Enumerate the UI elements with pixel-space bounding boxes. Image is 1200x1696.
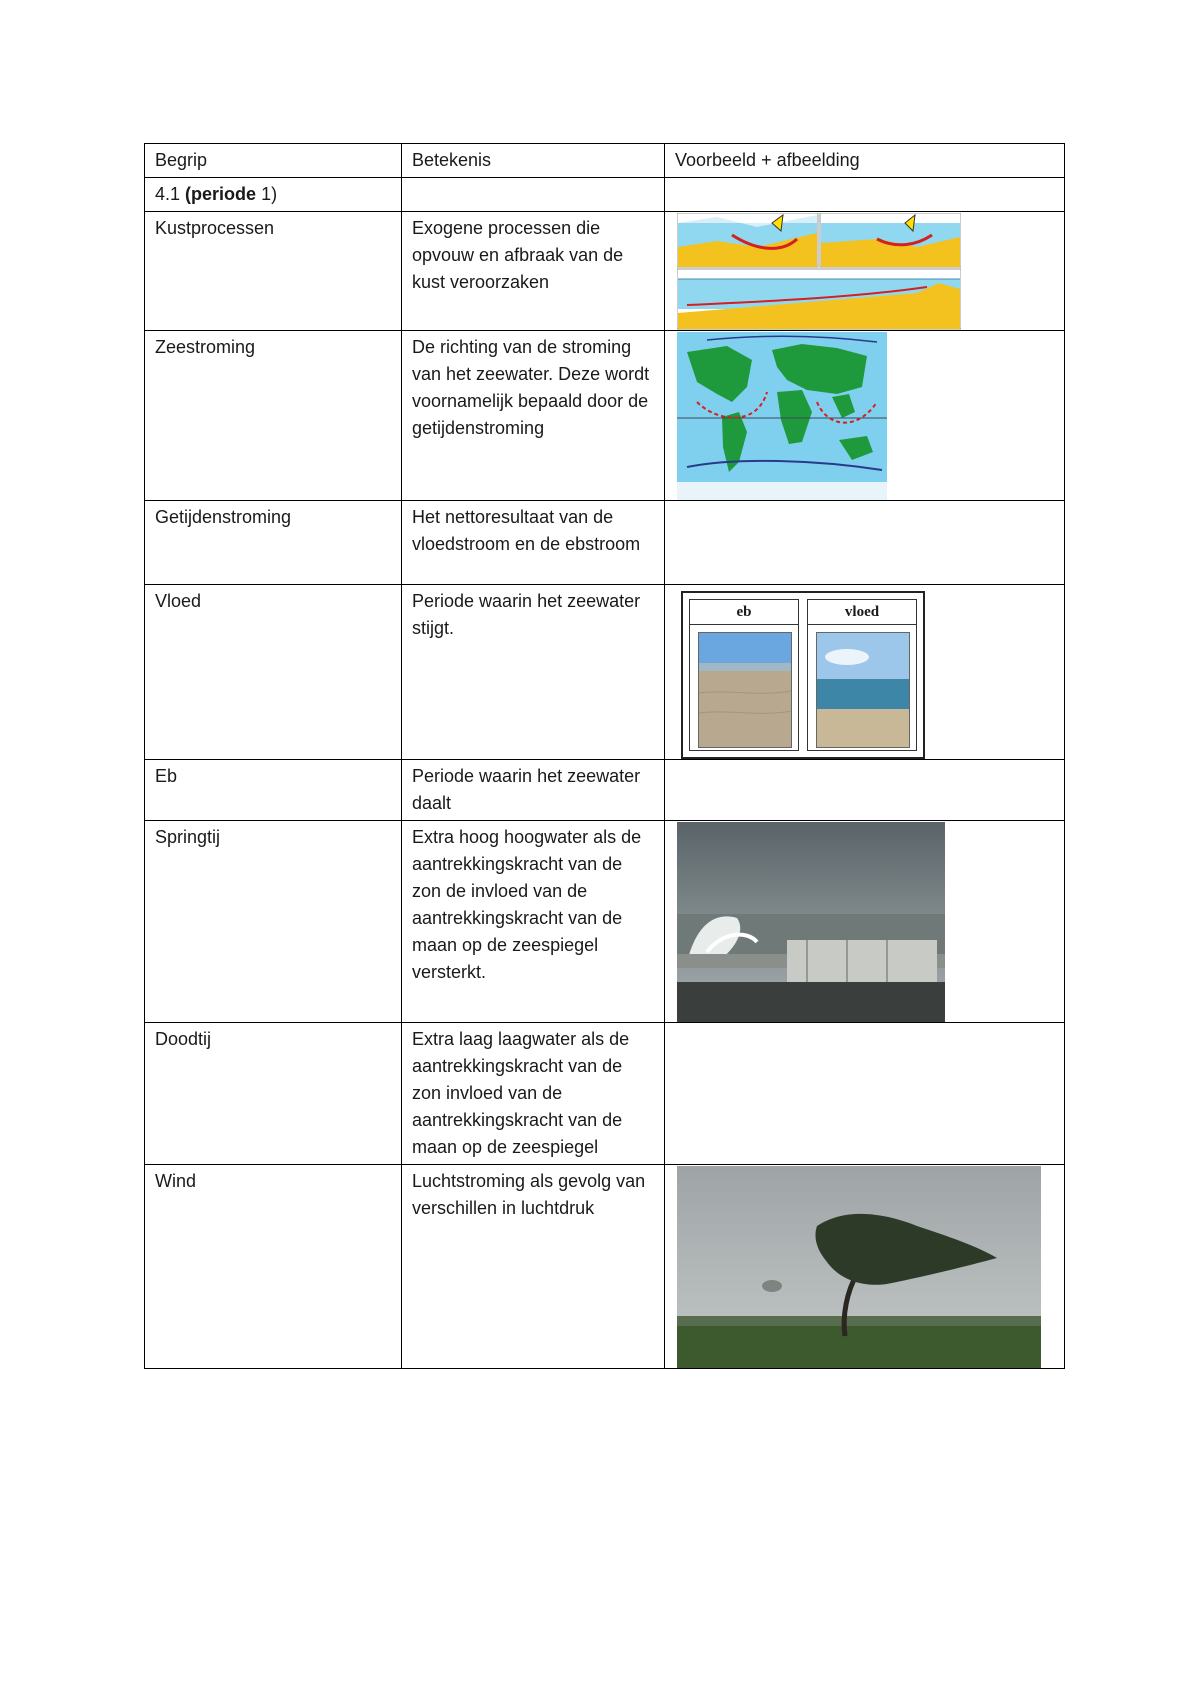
table-row	[145, 331, 1065, 501]
meaning-cell: Extra laag laagwater als de aantrekkingskracht van de zon invloed van de aantrekkingskracht van de maan op de zeespiegel	[402, 1023, 665, 1165]
term-cell: Getijdenstroming	[145, 501, 402, 585]
image-cell	[665, 821, 1065, 1023]
image-cell-empty	[665, 1023, 1065, 1165]
term-cell: Kustprocessen	[145, 212, 402, 331]
image-cell	[665, 585, 1065, 760]
storm-waves-photo	[677, 822, 945, 1022]
windswept-tree-photo	[677, 1166, 1041, 1368]
term-cell: Wind	[145, 1165, 402, 1369]
term-cell: Zeestroming	[145, 331, 402, 501]
term-cell: Eb	[145, 760, 402, 821]
table-row	[145, 1165, 1065, 1369]
term-cell: Doodtij	[145, 1023, 402, 1165]
eb-vloed-comparison	[681, 591, 925, 759]
table-row	[145, 1023, 1065, 1165]
meaning-cell: De richting van de stroming van het zeewater. Deze wordt voornamelijk bepaald door de getijdenstroming	[402, 331, 665, 501]
table-row	[145, 585, 1065, 760]
table-row	[145, 760, 1065, 821]
section-period-number: 1)	[261, 184, 278, 204]
vloed-panel	[807, 599, 917, 751]
ocean-currents-world-map	[677, 332, 887, 500]
image-cell	[665, 1165, 1065, 1369]
image-cell-empty	[665, 760, 1065, 821]
coastal-process-diagram	[677, 213, 961, 330]
image-cell-empty	[665, 501, 1065, 585]
header-row	[145, 144, 1065, 178]
meaning-cell: Periode waarin het zeewater stijgt.	[402, 585, 665, 760]
meaning-cell: Exogene processen die opvouw en afbraak van de kust veroorzaken	[402, 212, 665, 331]
section-title	[145, 178, 402, 212]
vloed-beach-photo	[816, 632, 910, 748]
meaning-cell: Extra hoog hoogwater als de aantrekkingskracht van de zon de invloed van de aantrekkingskracht van de maan op de zeespiegel versterkt.	[402, 821, 665, 1023]
image-cell	[665, 212, 1065, 331]
term-cell: Springtij	[145, 821, 402, 1023]
meaning-cell: Periode waarin het zeewater daalt	[402, 760, 665, 821]
section-empty-2	[402, 178, 665, 212]
section-empty-3	[665, 178, 1065, 212]
meaning-cell: Luchtstroming als gevolg van verschillen in luchtdruk	[402, 1165, 665, 1369]
eb-panel	[689, 599, 799, 751]
section-period: (periode	[185, 184, 257, 204]
table-row	[145, 212, 1065, 331]
table-row	[145, 821, 1065, 1023]
header-betekenis: Betekenis	[402, 144, 665, 178]
term-cell: Vloed	[145, 585, 402, 760]
meaning-cell: Het nettoresultaat van de vloedstroom en de ebstroom	[402, 501, 665, 585]
section-row	[145, 178, 1065, 212]
glossary-table	[144, 143, 1065, 1369]
header-begrip: Begrip	[145, 144, 402, 178]
eb-beach-photo	[698, 632, 792, 748]
table-row	[145, 501, 1065, 585]
eb-label: eb	[690, 600, 798, 625]
image-cell	[665, 331, 1065, 501]
vloed-label: vloed	[808, 600, 916, 625]
header-voorbeeld: Voorbeeld + afbeelding	[665, 144, 1065, 178]
section-number: 4.1	[155, 184, 181, 204]
